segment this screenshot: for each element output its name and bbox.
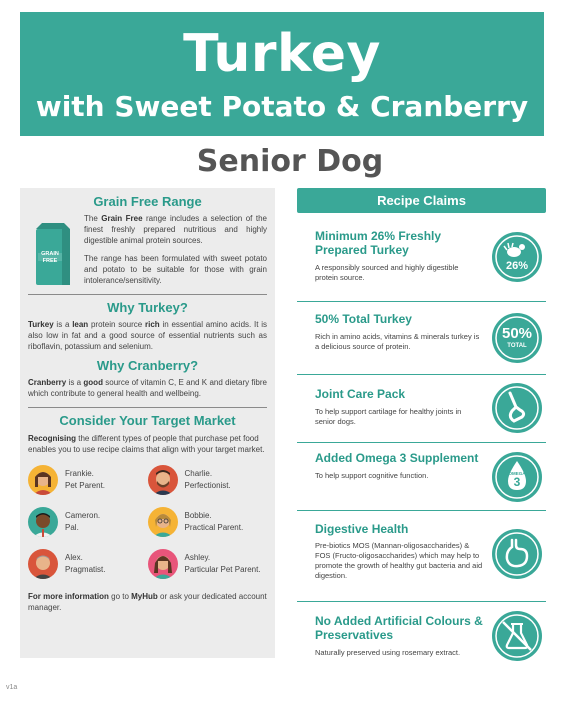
product-title: Turkey <box>183 24 381 84</box>
why-turkey-text: Turkey is a lean protein source rich in essential amino acids. It is also low in fat and a good source of essential nutrients such as riboflavin, potassium and selenium. <box>28 320 268 351</box>
audience-heading: Senior Dog <box>196 144 384 179</box>
grain-free-bag-icon <box>32 223 74 285</box>
target-market-heading: Consider Your Target Market <box>59 413 236 428</box>
charlie-avatar-icon <box>148 465 178 495</box>
claim-title: Added Omega 3 Supplement <box>315 451 479 465</box>
product-subtitle: with Sweet Potato & Cranberry <box>35 90 529 123</box>
claim-fresh-turkey <box>297 213 546 302</box>
bag-label: GRAIN FREE <box>41 251 59 264</box>
no-artificial-icon <box>492 611 542 661</box>
persona-frankie: Frankie. Pet Parent. <box>28 465 148 495</box>
claim-description: Rich in amino acids, vitamins & minerals turkey is a delicious source of protein. <box>315 332 480 351</box>
claim-total-turkey <box>297 302 546 375</box>
fifty-percent-total-icon: 50% TOTAL <box>492 313 542 363</box>
persona-ashley: Ashley. Particular Pet Parent. <box>148 549 268 579</box>
title-banner <box>20 12 544 136</box>
claim-no-artificial <box>297 602 546 672</box>
persona-alex: Alex. Pragmatist. <box>28 549 148 579</box>
stomach-icon <box>492 529 542 579</box>
frankie-avatar-icon <box>28 465 58 495</box>
claim-description: A responsibly sourced and highly digestible protein source. <box>315 263 459 282</box>
joint-icon <box>492 383 542 433</box>
claim-description: Pre-biotics MOS (Mannan-oligosaccharides) & FOS (Fructo-oligosaccharides) which may help to promote the growth of healthy gut bacteria and aid digestion. <box>315 541 483 580</box>
turkey-26-icon: 26% <box>492 232 542 282</box>
grain-free-text-1: The Grain Free range includes a selection of the finest freshly prepared nutritious and highly digestible animal protein sources. <box>84 214 267 245</box>
bobbie-avatar-icon <box>148 507 178 537</box>
claim-title: Minimum 26% Freshly Prepared Turkey <box>315 229 442 257</box>
claim-title: 50% Total Turkey <box>315 312 412 326</box>
cameron-avatar-icon <box>28 507 58 537</box>
claim-description: To help support cognitive function. <box>315 471 429 480</box>
omega-3-icon: OMEGA 3 <box>492 452 542 502</box>
divider <box>28 407 267 408</box>
claim-description: To help support cartilage for healthy joints in senior dogs. <box>315 407 462 426</box>
recipe-claims-panel <box>297 188 546 663</box>
ashley-avatar-icon <box>148 549 178 579</box>
claim-joint-care <box>297 375 546 443</box>
grain-free-section <box>28 213 267 286</box>
why-turkey-heading: Why Turkey? <box>107 300 188 315</box>
persona-charlie: Charlie. Perfectionist. <box>148 465 268 495</box>
divider <box>28 294 267 295</box>
persona-bobbie: Bobbie. Practical Parent. <box>148 507 268 537</box>
claim-title: No Added Artificial Colours & Preservatives <box>315 614 483 642</box>
why-cranberry-heading: Why Cranberry? <box>96 358 199 373</box>
grain-free-text-2: The range has been formulated with sweet potato and potato to be suitable for those with grain intolerance/sensitivity. <box>84 254 267 285</box>
recipe-claims-heading: Recipe Claims <box>297 188 546 213</box>
version-label: v1a <box>6 684 18 691</box>
claim-title: Digestive Health <box>315 522 409 536</box>
info-panel <box>20 188 275 658</box>
persona-cameron: Cameron. Pal. <box>28 507 148 537</box>
why-cranberry-text: Cranberry is a good source of vitamin C, E and K and dietary fibre which contribute to general health and wellbeing. <box>28 378 267 398</box>
more-info-text: For more information go to MyHub or ask your dedicated account manager. <box>28 592 267 612</box>
alex-avatar-icon <box>28 549 58 579</box>
grain-free-heading: Grain Free Range <box>93 194 202 209</box>
claim-description: Naturally preserved using rosemary extract. <box>315 648 461 657</box>
claim-title: Joint Care Pack <box>315 387 406 401</box>
persona-grid <box>28 465 267 579</box>
claim-digestive-health <box>297 511 546 602</box>
target-market-text: Recognising the different types of people that purchase pet food enables you to use recipe claims that align with your target market. <box>28 434 265 454</box>
claim-omega-3 <box>297 443 546 511</box>
